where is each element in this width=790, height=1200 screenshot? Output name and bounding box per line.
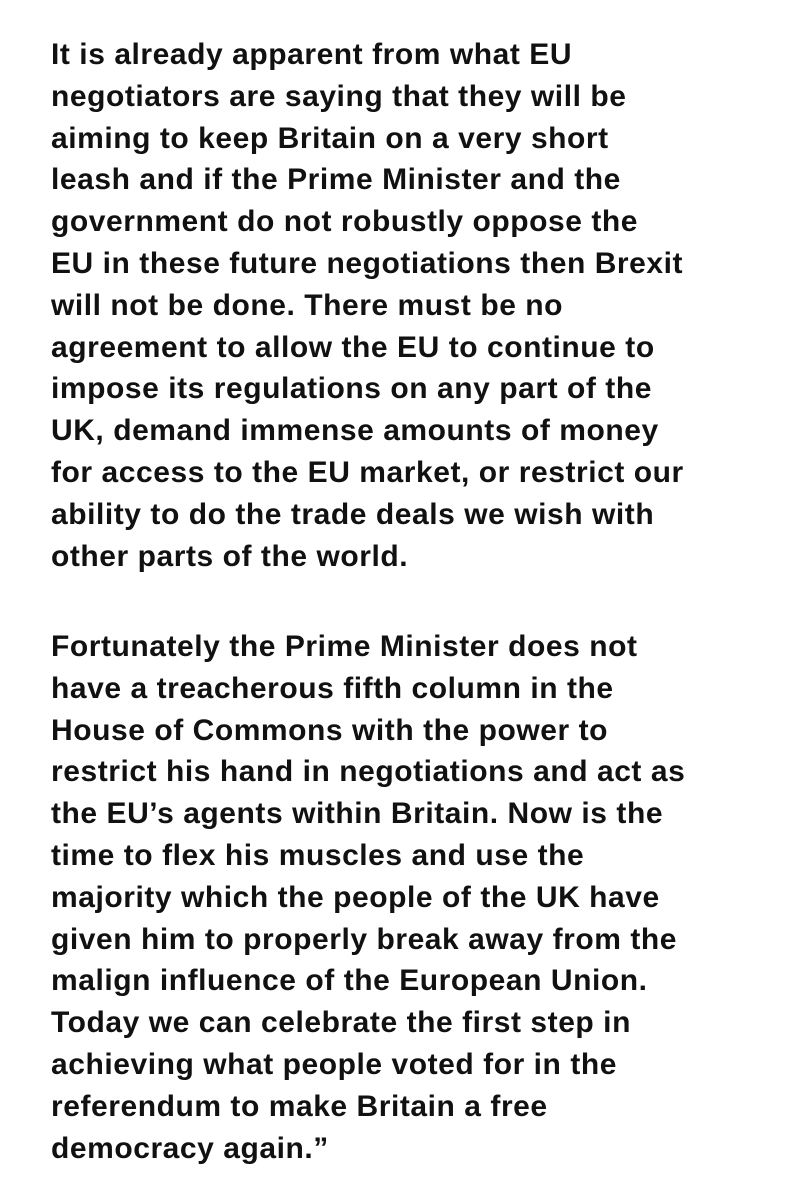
text-line: other parts of the world. bbox=[51, 539, 409, 573]
text-line: given him to properly break away from the bbox=[51, 922, 678, 956]
text-line: House of Commons with the power to bbox=[51, 713, 609, 747]
text-line: referendum to make Britain a free bbox=[51, 1089, 548, 1123]
paragraph-1 bbox=[51, 34, 684, 577]
text-line: UK, demand immense amounts of money bbox=[51, 414, 659, 448]
text-line: impose its regulations on any part of the bbox=[51, 372, 652, 406]
text-line: restrict his hand in negotiations and act as bbox=[51, 755, 686, 789]
text-line: for access to the EU market, or restrict our bbox=[51, 455, 684, 489]
text-line: agreement to allow the EU to continue to bbox=[51, 330, 655, 364]
text-line: It is already apparent from what EU bbox=[51, 38, 573, 71]
text-line: time to flex his muscles and use the bbox=[51, 838, 585, 872]
text-line: democracy again.” bbox=[51, 1131, 329, 1165]
text-line: have a treacherous fifth column in the bbox=[51, 671, 614, 705]
text-line: will not be done. There must be no bbox=[51, 288, 564, 322]
text-line: achieving what people voted for in the bbox=[51, 1047, 617, 1081]
text-line: negotiators are saying that they will be bbox=[51, 79, 627, 113]
text-line: government do not robustly oppose the bbox=[51, 205, 639, 239]
text-line: majority which the people of the UK have bbox=[51, 880, 660, 914]
text-line: ability to do the trade deals we wish with bbox=[51, 497, 655, 531]
text-line: the EU’s agents within Britain. Now is the bbox=[51, 797, 664, 831]
text-line: aiming to keep Britain on a very short bbox=[51, 121, 609, 155]
text-line: Today we can celebrate the first step in bbox=[51, 1006, 631, 1040]
text-line: malign influence of the European Union. bbox=[51, 964, 648, 998]
text-line: Fortunately the Prime Minister does not bbox=[51, 630, 638, 663]
text-line: EU in these future negotiations then Brexit bbox=[51, 246, 684, 280]
paragraph-2 bbox=[51, 626, 685, 1169]
text-line: leash and if the Prime Minister and the bbox=[51, 163, 621, 197]
